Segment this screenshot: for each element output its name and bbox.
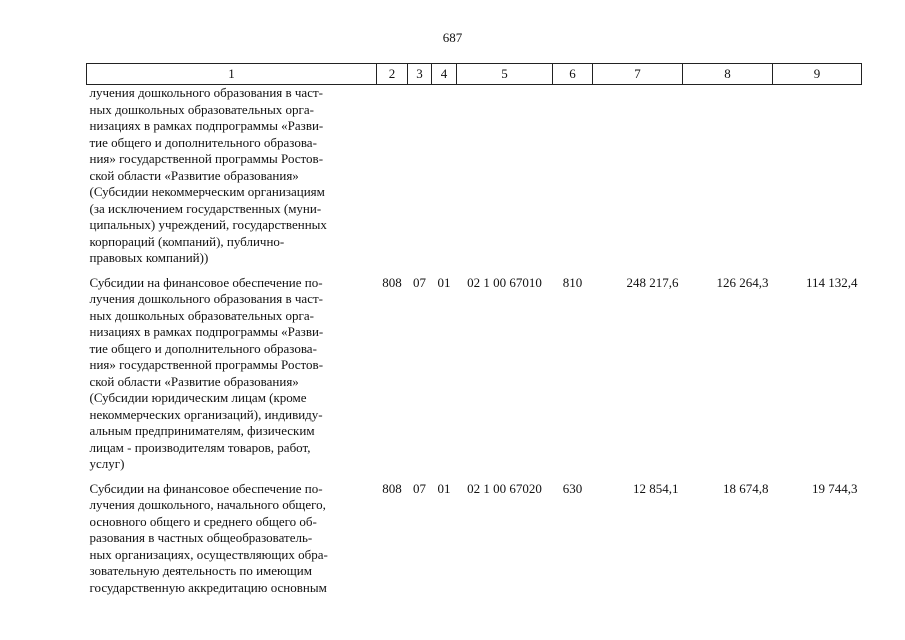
cell-amount-year-3 (773, 85, 862, 275)
cell-subsection (432, 85, 457, 275)
description-line: ской области «Развитие образования» (89, 373, 299, 389)
description-line: (Субсидии некоммерческим организациям (89, 184, 325, 199)
cell-amount-year-2: 126 264,3 (716, 274, 769, 290)
description-line: тие общего и дополнительного образова- (89, 340, 317, 356)
column-header-8: 8 (683, 64, 773, 85)
column-header-6: 6 (553, 64, 593, 85)
description-line: услуг) (89, 456, 125, 471)
cell-target-article: 02 1 00 67020 (467, 480, 542, 496)
description-line: разования в частных общеобразователь- (89, 530, 313, 545)
cell-amount-year-1: 12 854,1 (633, 480, 679, 496)
cell-amount-year-3: 114 132,4 (805, 274, 858, 290)
cell-subsection: 01 (437, 480, 451, 496)
description-line: ных дошкольных образовательных орга- (89, 101, 314, 117)
description-line: Субсидии на финансовое обеспечение по- (89, 274, 323, 290)
cell-amount-year-3: 19 744,3 (812, 480, 858, 496)
description-line: (за исключением государственных (муни- (89, 200, 322, 216)
cell-ministry: 808 (382, 274, 402, 290)
description-line: ципальных) учреждений, государственных (89, 217, 327, 232)
page-number: 687 (442, 30, 463, 45)
description-line: некоммерческих организаций), индивиду- (89, 406, 323, 422)
description-line: государственную аккредитацию основным (89, 579, 327, 595)
description-line: корпораций (компаний), публично- (89, 233, 285, 249)
cell-section: 07 (413, 274, 426, 290)
cell-description (87, 481, 377, 605)
description-line: низациях в рамках подпрограммы «Разви- (89, 324, 324, 339)
cell-description (87, 275, 377, 481)
cell-subsection: 01 (437, 274, 451, 290)
column-header-7: 7 (593, 64, 683, 85)
cell-amount-year-2 (683, 85, 773, 275)
description-line: ния» государственной программы Ростов- (89, 357, 324, 372)
description-line: основного общего и среднего общего об- (89, 513, 317, 529)
table-row (87, 85, 862, 275)
description-line: Субсидии на финансовое обеспечение по- (89, 480, 323, 496)
table-header-row (87, 64, 862, 85)
table-row (87, 481, 862, 605)
column-header-3: 3 (408, 64, 432, 85)
cell-amount-year-2: 18 674,8 (723, 480, 769, 496)
cell-target-article (457, 85, 553, 275)
table-row (87, 275, 862, 481)
cell-section: 07 (413, 480, 426, 496)
description-line: ных организациях, осуществляющих обра- (89, 546, 328, 562)
column-header-9: 9 (773, 64, 862, 85)
cell-target-article: 02 1 00 67010 (467, 274, 542, 290)
cell-amount-year-1 (593, 85, 683, 275)
description-line: лучения дошкольного образования в част- (89, 291, 323, 306)
description-line: ных дошкольных образовательных орга- (89, 307, 314, 323)
description-line: низациях в рамках подпрограммы «Разви- (89, 118, 324, 133)
cell-ministry: 808 (382, 480, 402, 496)
description-line: ния» государственной программы Ростов- (89, 151, 324, 166)
description-line: зовательную деятельность по имеющим (89, 563, 312, 578)
description-line: правовых компаний)) (89, 250, 209, 265)
budget-table (86, 63, 862, 604)
description-line: альным предпринимателям, физическим (89, 423, 315, 438)
description-line: лучения дошкольного образования в част- (89, 85, 323, 100)
description-line: (Субсидии юридическим лицам (кроме (89, 390, 307, 405)
cell-description (87, 85, 377, 275)
description-line: лицам - производителям товаров, работ, (89, 439, 311, 455)
description-line: тие общего и дополнительного образова- (89, 134, 317, 150)
cell-expense-type (553, 85, 593, 275)
description-line: лучения дошкольного, начального общего, (89, 497, 326, 512)
cell-ministry (377, 85, 408, 275)
column-header-2: 2 (377, 64, 408, 85)
column-header-1: 1 (87, 64, 377, 85)
column-header-4: 4 (432, 64, 457, 85)
cell-expense-type: 630 (562, 480, 583, 496)
cell-amount-year-1: 248 217,6 (626, 274, 679, 290)
column-header-5: 5 (457, 64, 553, 85)
cell-expense-type: 810 (562, 274, 583, 290)
cell-section (408, 85, 432, 275)
description-line: ской области «Развитие образования» (89, 167, 299, 183)
